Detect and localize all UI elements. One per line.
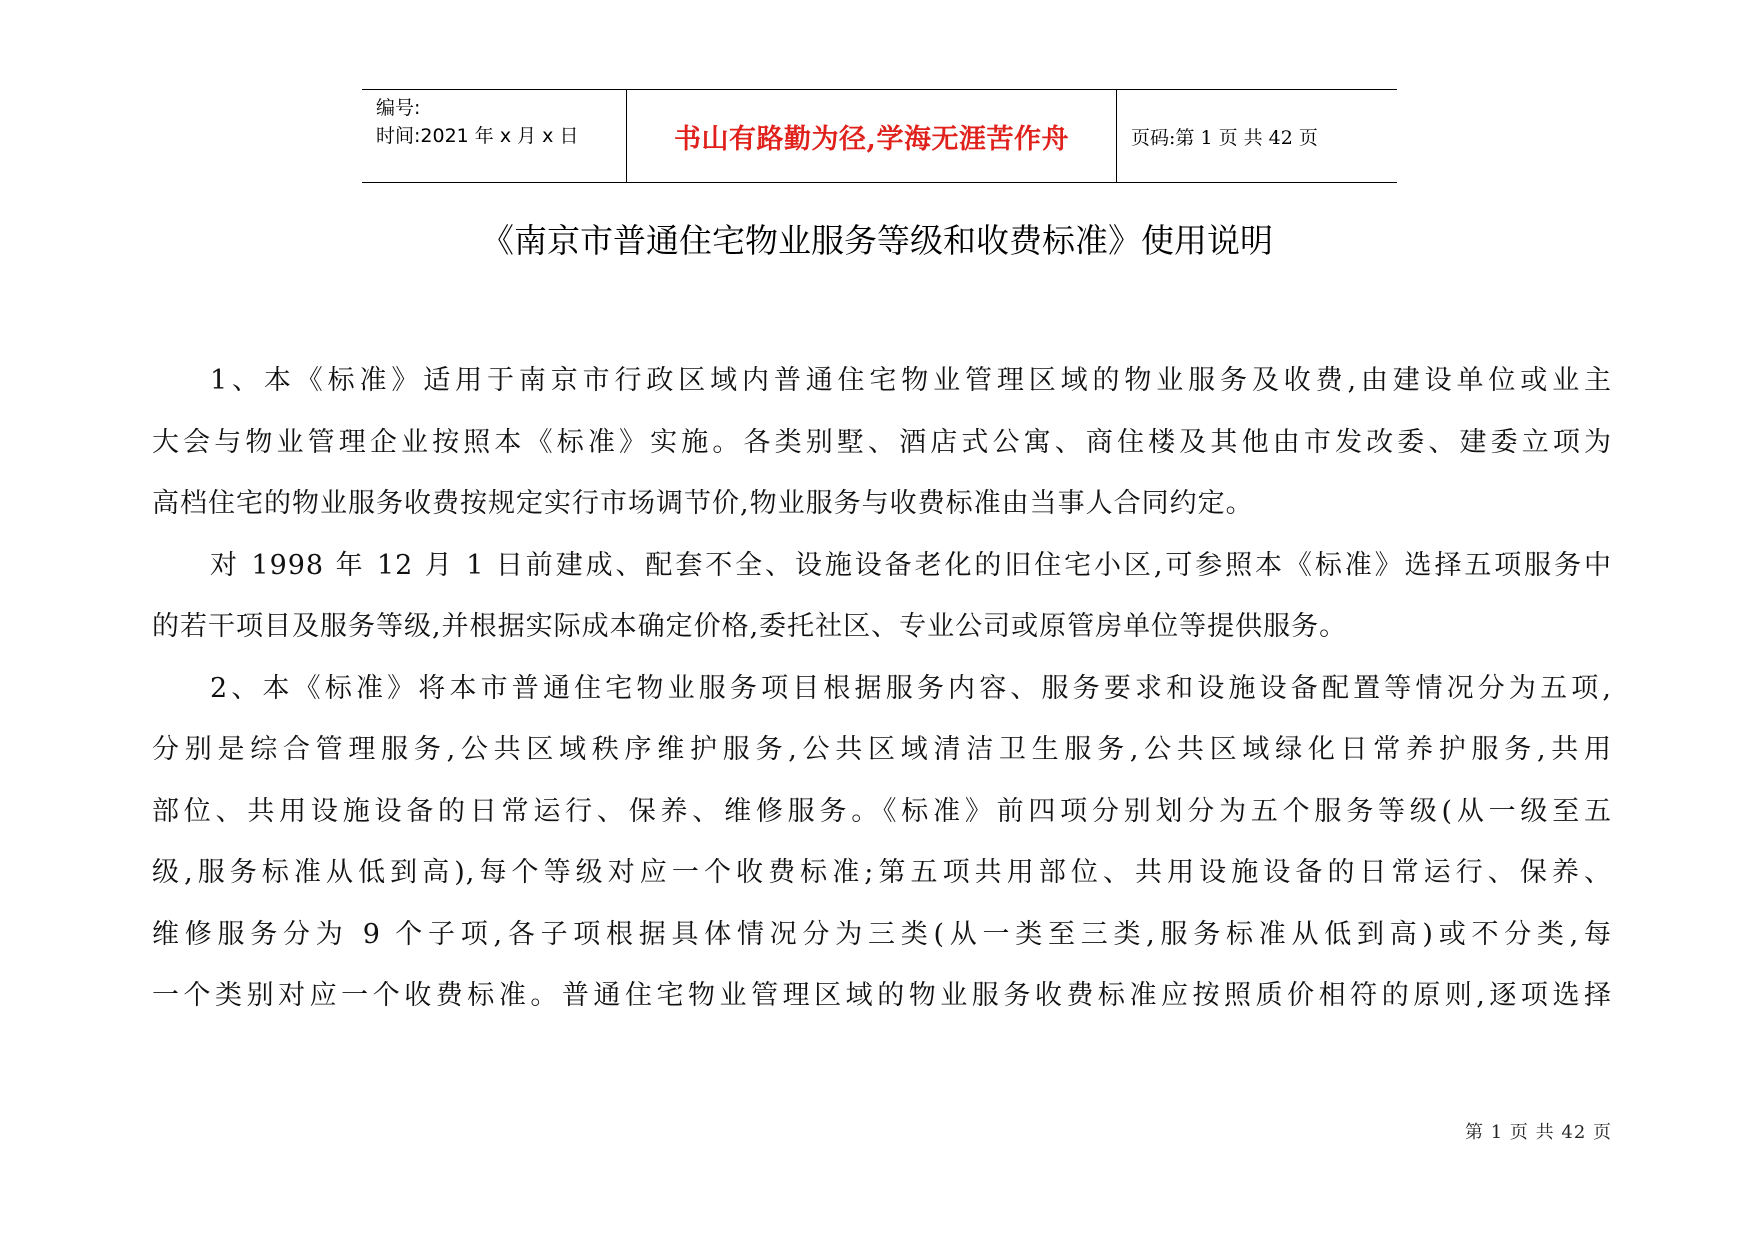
page-footer: 第 1 页 共 42 页 [1465,1122,1612,1143]
header-motto: 书山有路勤为径,学海无涯苦作舟 [674,123,1069,155]
body-line: 2、本《标准》将本市普通住宅物业服务项目根据服务内容、服务要求和设施设备配置等情况分为五项, [210,672,1612,704]
header-middle-cell [627,90,1117,182]
header-page-info: 页码:第 1 页 共 42 页 [1131,126,1318,149]
header-table [362,89,1397,183]
header-left-cell [362,90,627,182]
body-line: 部位、共用设施设备的日常运行、保养、维修服务。《标准》前四项分别划分为五个服务等级(从一级至五 [152,795,1612,827]
body-line: 大会与物业管理企业按照本《标准》实施。各类别墅、酒店式公寓、商住楼及其他由市发改委、建委立项为 [152,426,1612,458]
document-number-label: 编号: [376,97,421,119]
body-line: 一个类别对应一个收费标准。普通住宅物业管理区域的物业服务收费标准应按照质价相符的原则,逐项选择 [152,980,1612,1011]
body-line: 1、本《标准》适用于南京市行政区域内普通住宅物业管理区域的物业服务及收费,由建设单位或业主 [210,365,1612,396]
body-line: 的若干项目及服务等级,并根据实际成本确定价格,委托社区、专业公司或原管房单位等提供服务。 [152,611,1348,642]
body-line: 分别是综合管理服务,公共区域秩序维护服务,公共区域清洁卫生服务,公共区域绿化日常养护服务,共用 [152,734,1612,765]
body-line: 对 1998 年 12 月 1 日前建成、配套不全、设施设备老化的旧住宅小区,可参照本《标准》选择五项服务中 [210,549,1612,581]
body-line: 级,服务标准从低到高),每个等级对应一个收费标准;第五项共用部位、共用设施设备的日常运行、保养、 [152,857,1612,888]
body-line: 维修服务分为 9 个子项,各子项根据具体情况分为三类(从一类至三类,服务标准从低到高)或不分类,每 [152,918,1612,950]
body-line: 高档住宅的物业服务收费按规定实行市场调节价,物业服务与收费标准由当事人合同约定。 [152,488,1254,519]
document-date-label: 时间:2021 年 x 月 x 日 [376,125,579,147]
header-right-cell [1117,90,1397,182]
document-body [152,350,1612,1027]
document-title: 《南京市普通住宅物业服务等级和收费标准》使用说明 [481,221,1273,260]
